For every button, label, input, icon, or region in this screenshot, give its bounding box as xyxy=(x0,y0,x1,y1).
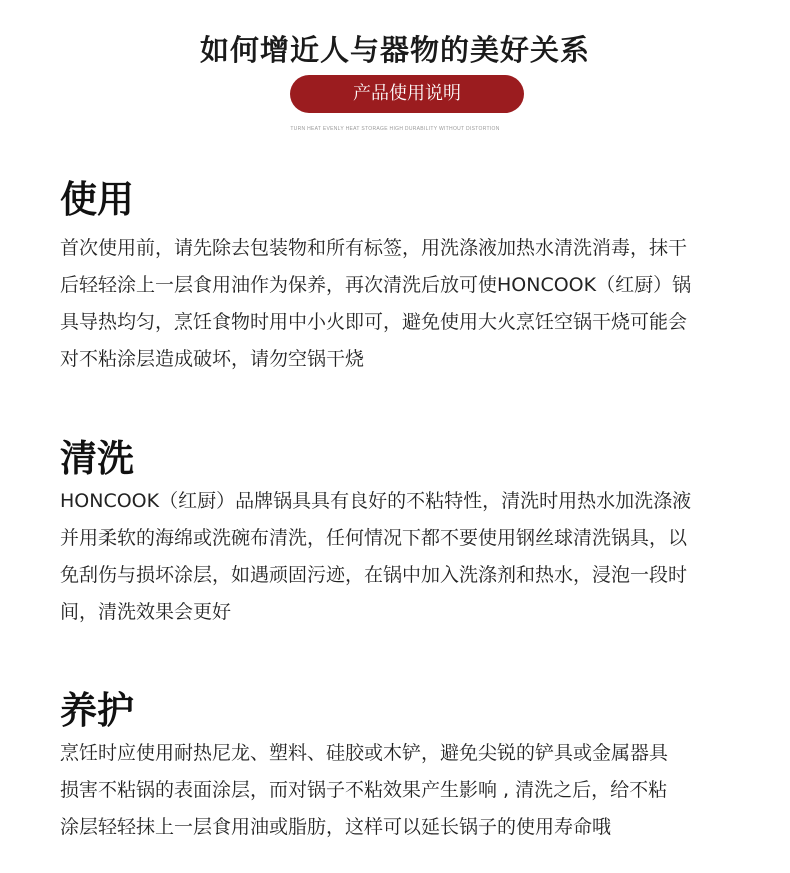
section-body-usage xyxy=(60,230,750,378)
section-heading-usage: 使用 xyxy=(60,178,134,221)
body-line: 损害不粘锅的表面涂层，而对锅子不粘效果产生影响 , 清洗之后，给不粘 xyxy=(60,779,668,801)
body-line: 对不粘涂层造成破坏，请勿空锅干烧 xyxy=(60,348,365,370)
section-usage xyxy=(60,178,750,378)
section-cleaning xyxy=(60,437,750,631)
section-heading-care: 养护 xyxy=(60,689,134,732)
body-line: 首次使用前，请先除去包装物和所有标签，用洗涤液加热水清洗消毒，抹干 xyxy=(60,237,688,259)
body-line: 并用柔软的海绵或洗碗布清洗，任何情况下都不要使用钢丝球清洗锅具，以 xyxy=(60,527,688,549)
section-heading-cleaning: 清洗 xyxy=(60,437,134,480)
body-line: 具导热均匀，烹饪食物时用中小火即可，避免使用大火烹饪空锅干烧可能会 xyxy=(60,311,688,333)
body-line: 免刮伤与损坏涂层，如遇顽固污迹，在锅中加入洗涤剂和热水，浸泡一段时 xyxy=(60,564,688,586)
instructions-badge: 产品使用说明 xyxy=(290,75,524,113)
body-line: 后轻轻涂上一层食用油作为保养，再次清洗后放可使HONCOOK（红厨）锅 xyxy=(60,274,692,296)
body-line: 涂层轻轻抹上一层食用油或脂肪，这样可以延长锅子的使用寿命哦 xyxy=(60,816,612,838)
section-care xyxy=(60,689,750,846)
body-line: 间，清洗效果会更好 xyxy=(60,601,232,623)
body-line: HONCOOK（红厨）品牌锅具具有良好的不粘特性，清洗时用热水加洗涤液 xyxy=(60,490,692,512)
section-body-cleaning xyxy=(60,483,750,631)
body-line: 烹饪时应使用耐热尼龙、塑料、硅胶或木铲，避免尖锐的铲具或金属器具 xyxy=(60,742,669,764)
section-body-care xyxy=(60,735,750,846)
tagline: TURN HEAT EVENLY HEAT STORAGE HIGH DURABILITY WITHOUT DISTORTION xyxy=(290,126,500,132)
page-title: 如何增近人与器物的美好关系 xyxy=(199,33,590,67)
